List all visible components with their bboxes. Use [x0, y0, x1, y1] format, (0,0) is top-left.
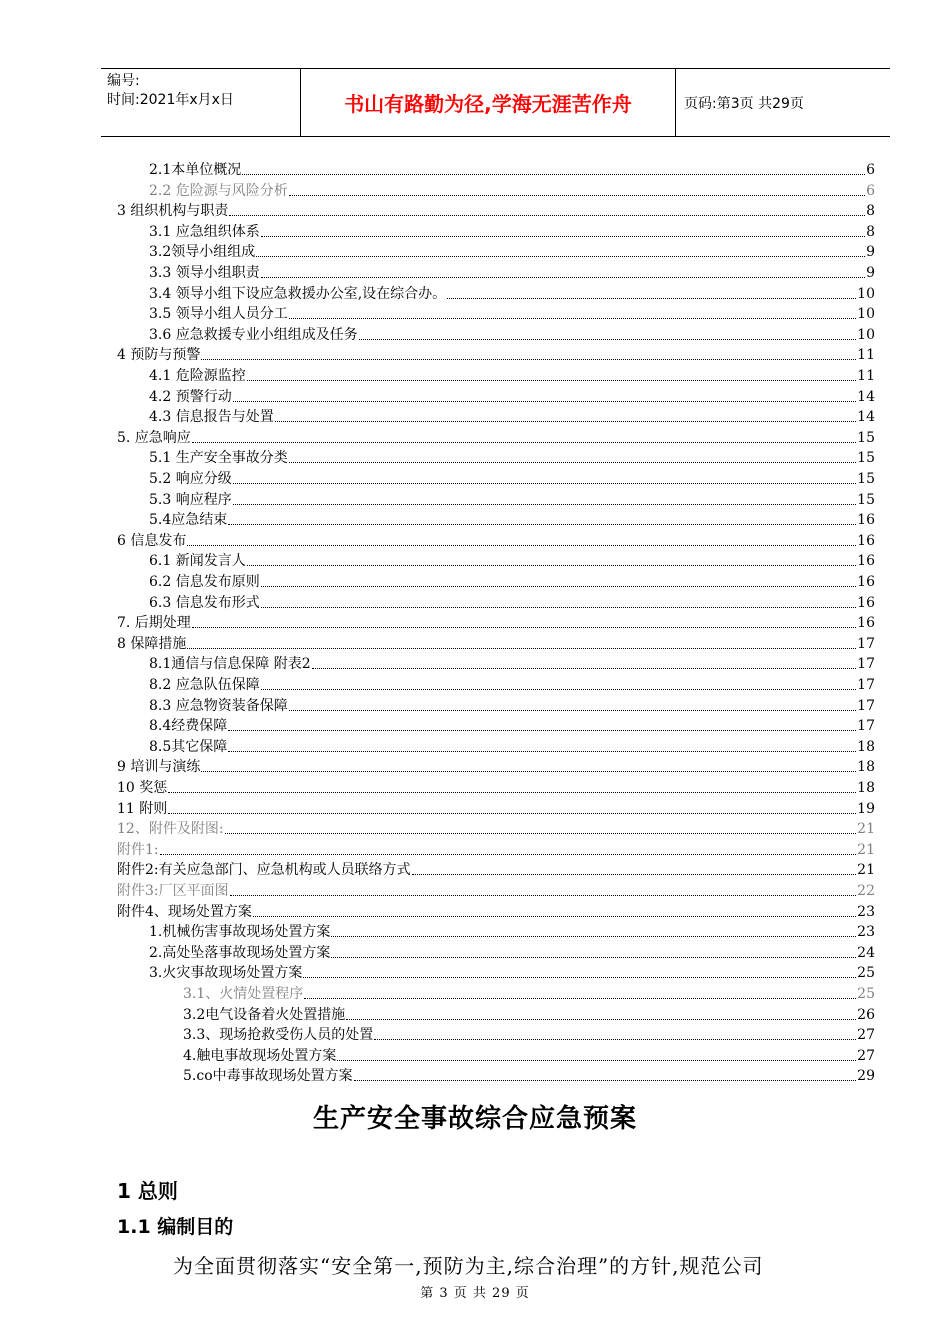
toc-entry-title: 6.2 信息发布原则 [149, 574, 260, 590]
toc-leader-dots [331, 936, 856, 937]
toc-entry-title: 6.3 信息发布形式 [149, 594, 260, 611]
toc-leader-dots [261, 236, 865, 237]
toc-entry-page: 18 [857, 780, 875, 796]
toc-entry-title: 8.5其它保障 [149, 738, 228, 755]
toc-leader-dots [359, 339, 856, 340]
toc-leader-dots [228, 730, 856, 731]
toc-leader-dots [346, 1019, 856, 1020]
toc-entry-page: 10 [857, 285, 875, 302]
toc-entry-title: 5.4应急结束 [149, 512, 228, 529]
toc-entry[interactable] [149, 323, 875, 343]
toc-entry-title: 4.3 信息报告与处置 [149, 409, 274, 426]
toc-entry[interactable] [117, 611, 875, 631]
toc-entry[interactable] [149, 508, 875, 528]
toc-leader-dots [261, 277, 865, 278]
toc-entry-page: 23 [857, 924, 875, 941]
toc-entry-title: 8 保障措施 [117, 635, 187, 652]
toc-entry-page: 10 [857, 306, 875, 323]
toc-entry[interactable] [149, 549, 875, 569]
toc-entry-title: 2.2 危险源与风险分析 [149, 182, 288, 199]
toc-entry-page: 14 [857, 409, 875, 426]
toc-entry-page: 9 [866, 265, 875, 281]
toc-entry[interactable] [149, 941, 875, 961]
toc-entry-title: 7. 后期处理 [117, 615, 191, 632]
toc-entry-title: 附件2:有关应急部门、应急机构或人员联络方式 [117, 862, 411, 879]
toc-entry[interactable] [183, 1023, 875, 1043]
toc-entry-title: 8.3 应急物资装备保障 [149, 697, 288, 714]
toc-entry[interactable] [149, 282, 875, 302]
toc-entry[interactable] [117, 858, 875, 878]
toc-entry-page: 8 [866, 223, 875, 240]
toc-entry[interactable] [149, 467, 875, 487]
toc-leader-dots [289, 710, 856, 711]
toc-entry-title: 4.1 危险源监控 [149, 368, 246, 384]
toc-leader-dots [337, 1060, 856, 1061]
toc-entry-title: 5.1 生产安全事故分类 [149, 450, 288, 467]
toc-leader-dots [261, 607, 856, 608]
toc-entry-page: 16 [857, 512, 875, 529]
toc-leader-dots [289, 462, 856, 463]
toc-entry-page: 11 [857, 368, 875, 384]
toc-leader-dots [242, 174, 865, 175]
toc-entry-page: 10 [857, 326, 875, 343]
toc-entry[interactable] [149, 673, 875, 693]
toc-entry-page: 6 [866, 182, 875, 199]
toc-leader-dots [247, 380, 856, 381]
toc-leader-dots [187, 545, 856, 546]
toc-entry-page: 11 [857, 347, 875, 364]
toc-entry[interactable] [149, 961, 875, 981]
toc-entry-title: 3.火灾事故现场处置方案 [149, 965, 303, 982]
toc-entry-page: 15 [857, 471, 875, 487]
toc-entry-title: 5.co中毒事故现场处置方案 [183, 1068, 353, 1085]
toc-entry-page: 17 [857, 677, 875, 693]
toc-entry-title: 8.2 应急队伍保障 [149, 677, 260, 693]
toc-entry[interactable] [117, 776, 875, 796]
toc-entry-title: 6 信息发布 [117, 532, 187, 549]
toc-entry-title: 3.3 领导小组职责 [149, 265, 260, 281]
toc-entry-page: 29 [857, 1068, 875, 1085]
toc-leader-dots [289, 195, 865, 196]
toc-entry-page: 15 [857, 450, 875, 467]
toc-entry[interactable] [149, 694, 875, 714]
toc-entry[interactable] [149, 735, 875, 755]
toc-leader-dots [261, 586, 856, 587]
page-footer: 第 3 页 共 29 页 [420, 1286, 530, 1301]
header-number: 编号: [107, 73, 140, 89]
toc-entry-title: 5.3 响应程序 [149, 491, 232, 508]
toc-leader-dots [201, 771, 856, 772]
toc-entry-title: 10 奖惩 [117, 780, 168, 796]
toc-leader-dots [275, 421, 856, 422]
toc-entry[interactable] [149, 570, 875, 590]
toc-entry-page: 17 [857, 656, 875, 673]
toc-entry[interactable] [183, 1003, 875, 1023]
toc-entry-title: 3 组织机构与职责 [117, 203, 229, 220]
toc-entry[interactable] [149, 405, 875, 425]
toc-entry-page: 27 [857, 1047, 875, 1064]
section-heading: 1 总则 [117, 1179, 178, 1203]
toc-entry-title: 附件4、现场处置方案 [117, 903, 252, 920]
toc-leader-dots [447, 298, 856, 299]
toc-leader-dots [233, 401, 856, 402]
toc-entry[interactable] [149, 302, 875, 322]
toc-leader-dots [160, 854, 857, 855]
toc-entry-title: 5.2 响应分级 [149, 471, 232, 487]
toc-leader-dots [412, 874, 857, 875]
toc-entry-page: 23 [857, 903, 875, 920]
toc-entry-page: 21 [857, 862, 875, 879]
toc-leader-dots [201, 359, 856, 360]
toc-entry-title: 3.1、火情处置程序 [183, 986, 304, 1002]
toc-entry[interactable] [149, 652, 875, 672]
toc-entry[interactable] [117, 879, 875, 899]
toc-entry[interactable] [149, 240, 875, 260]
toc-entry-title: 8.1通信与信息保障 附表2 [149, 656, 311, 673]
toc-entry[interactable] [149, 364, 875, 384]
toc-entry-title: 4.触电事故现场处置方案 [183, 1047, 337, 1064]
toc-leader-dots [233, 504, 856, 505]
toc-leader-dots [253, 916, 856, 917]
toc-entry-page: 8 [866, 203, 875, 220]
toc-leader-dots [354, 1080, 857, 1081]
toc-entry-page: 22 [857, 883, 875, 899]
header-page-info: 页码:第3页 共29页 [684, 95, 804, 112]
toc-leader-dots [256, 256, 865, 257]
toc-entry-page: 18 [857, 738, 875, 755]
toc-entry-title: 附件3:厂区平面图 [117, 883, 229, 899]
toc-entry[interactable] [183, 1064, 875, 1084]
toc-entry[interactable] [149, 261, 875, 281]
toc-entry-page: 21 [857, 841, 875, 858]
toc-leader-dots [225, 833, 857, 834]
toc-leader-dots [229, 215, 865, 216]
toc-entry-title: 1.机械伤害事故现场处置方案 [149, 924, 331, 941]
toc-leader-dots [261, 689, 856, 690]
toc-leader-dots [228, 524, 856, 525]
toc-entry[interactable] [117, 426, 875, 446]
toc-leader-dots [304, 998, 856, 999]
toc-entry[interactable] [117, 817, 875, 837]
toc-entry-page: 21 [857, 821, 875, 838]
toc-entry-page: 15 [857, 429, 875, 446]
toc-entry-page: 17 [857, 697, 875, 714]
toc-entry-title: 附件1: [117, 841, 159, 858]
document-title: 生产安全事故综合应急预案 [312, 1104, 637, 1134]
toc-entry[interactable] [117, 797, 875, 817]
toc-entry[interactable] [183, 1044, 875, 1064]
toc-leader-dots [168, 813, 856, 814]
toc-entry[interactable] [117, 529, 875, 549]
subsection-heading: 1.1 编制目的 [117, 1216, 234, 1238]
toc-entry-title: 11 附则 [117, 800, 168, 817]
toc-leader-dots [192, 442, 856, 443]
toc-entry[interactable] [117, 199, 875, 219]
toc-entry-title: 3.3、现场抢救受伤人员的处置 [183, 1027, 374, 1044]
toc-entry-page: 16 [857, 532, 875, 549]
toc-leader-dots [247, 565, 856, 566]
toc-entry-title: 3.5 领导小组人员分工 [149, 306, 288, 323]
toc-entry-page: 25 [857, 986, 875, 1002]
toc-entry[interactable] [117, 900, 875, 920]
toc-leader-dots [168, 792, 856, 793]
toc-entry-page: 15 [857, 491, 875, 508]
toc-entry-page: 9 [866, 244, 875, 261]
toc-entry-page: 14 [857, 388, 875, 405]
header-motto: 书山有路勤为径,学海无涯苦作舟 [301, 69, 676, 136]
toc-leader-dots [289, 318, 856, 319]
toc-leader-dots [230, 895, 857, 896]
toc-entry[interactable] [117, 838, 875, 858]
toc-entry-title: 6.1 新闻发言人 [149, 553, 246, 570]
toc-entry-page: 25 [857, 965, 875, 982]
toc-entry[interactable] [149, 920, 875, 940]
toc-entry-title: 2.1本单位概况 [149, 162, 242, 178]
toc-entry-page: 16 [857, 615, 875, 632]
toc-entry-page: 27 [857, 1027, 875, 1044]
toc-entry-title: 8.4经费保障 [149, 718, 228, 735]
toc-entry-page: 26 [857, 1006, 875, 1023]
toc-leader-dots [331, 957, 856, 958]
toc-entry-title: 9 培训与演练 [117, 759, 201, 776]
toc-entry[interactable] [149, 179, 875, 199]
toc-entry-title: 4.2 预警行动 [149, 388, 232, 405]
toc-entry-title: 12、附件及附图: [117, 821, 224, 838]
toc-leader-dots [374, 1039, 856, 1040]
toc-entry-title: 3.1 应急组织体系 [149, 223, 260, 240]
toc-entry-title: 3.2领导小组组成 [149, 244, 256, 261]
header-time: 时间:2021年x月x日 [107, 92, 234, 108]
toc-entry-page: 16 [857, 553, 875, 570]
toc-entry-page: 17 [857, 635, 875, 652]
page-header [101, 68, 890, 137]
toc-entry-page: 6 [866, 162, 875, 178]
toc-leader-dots [303, 977, 856, 978]
toc-entry-page: 17 [857, 718, 875, 735]
toc-entry[interactable] [183, 982, 875, 1002]
toc-entry[interactable] [149, 220, 875, 240]
toc-entry[interactable] [149, 158, 875, 178]
toc-leader-dots [312, 668, 857, 669]
toc-entry-page: 16 [857, 574, 875, 590]
toc-entry-page: 24 [857, 944, 875, 961]
toc-leader-dots [233, 483, 856, 484]
header-meta [101, 69, 301, 136]
toc-entry[interactable] [149, 714, 875, 734]
toc-entry[interactable] [149, 488, 875, 508]
toc-leader-dots [228, 751, 856, 752]
toc-entry-title: 3.4 领导小组下设应急救援办公室,设在综合办。 [149, 285, 447, 302]
toc-entry[interactable] [149, 446, 875, 466]
body-paragraph: 为全面贯彻落实“安全第一,预防为主,综合治理”的方针,规范公司 [173, 1254, 764, 1278]
toc-leader-dots [192, 627, 856, 628]
toc-entry[interactable] [117, 755, 875, 775]
toc-entry[interactable] [117, 632, 875, 652]
toc-entry-page: 19 [857, 800, 875, 817]
toc-entry-page: 18 [857, 759, 875, 776]
toc-entry-title: 4 预防与预警 [117, 347, 201, 364]
toc-entry[interactable] [149, 385, 875, 405]
toc-entry[interactable] [117, 343, 875, 363]
toc-entry-title: 3.2电气设备着火处置措施 [183, 1006, 346, 1023]
toc-entry[interactable] [149, 591, 875, 611]
toc-entry-title: 2.高处坠落事故现场处置方案 [149, 944, 331, 961]
toc-leader-dots [187, 648, 856, 649]
toc-entry-title: 5. 应急响应 [117, 429, 191, 446]
toc-entry-page: 16 [857, 594, 875, 611]
toc-entry-title: 3.6 应急救援专业小组组成及任务 [149, 326, 358, 343]
